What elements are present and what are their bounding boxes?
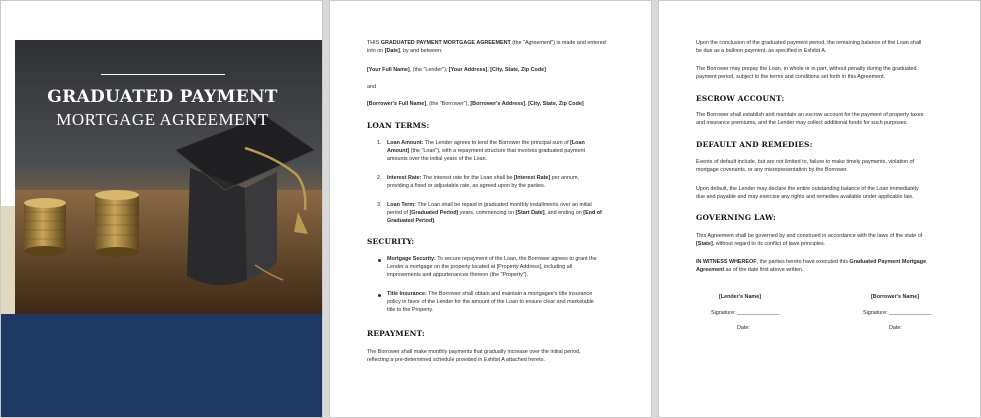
escrow-heading: ESCROW ACCOUNT: bbox=[696, 94, 785, 103]
bullet-icon bbox=[378, 294, 381, 297]
cover-title-rule bbox=[101, 74, 225, 75]
cover-beige-band bbox=[1, 206, 15, 314]
loan-term-line-2: period of [Graduated Period] years, commencing on [Start Date], and ending on [End of bbox=[387, 210, 602, 216]
intro-line-2: into on [Date], by and between: bbox=[367, 48, 443, 54]
cover-page bbox=[0, 0, 323, 418]
document-page-3 bbox=[658, 0, 981, 418]
interest-rate-line-2: providing a fixed or adjustable rate, as agreed upon by the parties. bbox=[387, 183, 546, 189]
governing-law-heading: GOVERNING LAW: bbox=[696, 213, 776, 222]
loan-term-number-2: 2. bbox=[377, 175, 382, 181]
cover-title-line1: GRADUATED PAYMENT bbox=[47, 87, 278, 107]
prepay-line-2: payment period, subject to the terms and conditions set forth in this Agreement. bbox=[696, 74, 886, 80]
cover-title-line2: MORTGAGE AGREEMENT bbox=[56, 110, 269, 129]
borrower-party-line: [Borrower's Full Name], (the "Borrower"), [Borrower's Address], [City, State, Zip Code] bbox=[367, 101, 584, 107]
loan-amount-line-2: Amount] (the "Loan"), with a repayment structure that involves graduated payment bbox=[387, 148, 585, 154]
borrower-date-label: Date: bbox=[889, 325, 902, 331]
title-insurance-line-3: title to the Property. bbox=[387, 307, 434, 313]
default-p1-line-1: Events of default include, but are not limited to, failure to make timely payments, violation of bbox=[696, 159, 915, 165]
lender-party-line: [Your Full Name], (the "Lender"), [Your Address], [City, State, Zip Code] bbox=[367, 67, 546, 73]
bullet-icon bbox=[378, 259, 381, 262]
mortgage-security-line-2: Lender a mortgage on the property located at [Property Address], including all bbox=[387, 264, 573, 270]
lender-signature-line[interactable]: Signature: ______________ bbox=[711, 310, 780, 316]
mortgage-security-line-3: improvements and appurtenances thereon (the "Property"). bbox=[387, 272, 529, 278]
default-heading: DEFAULT AND REMEDIES: bbox=[696, 140, 813, 149]
lender-date-label: Date: bbox=[737, 325, 750, 331]
borrower-name-label: [Borrower's Name] bbox=[871, 294, 920, 300]
repayment-line-2: reflecting a pre-determined schedule provided in Exhibit A attached hereto. bbox=[367, 357, 546, 363]
default-p2-line-1: Upon default, the Lender may declare the entire outstanding balance of the Loan immediately bbox=[696, 186, 919, 192]
document-page-2 bbox=[329, 0, 652, 418]
loan-term-line-1: Loan Term: The Loan shall be repaid in graduated monthly installments over an initial bbox=[387, 202, 592, 208]
repayment-line-1: The Borrower shall make monthly payments that gradually increase over the initial period, bbox=[367, 349, 581, 355]
loan-term-number-3: 3. bbox=[377, 202, 382, 208]
escrow-line-2: and insurance premiums, and the Lender may collect additional funds for such purposes. bbox=[696, 120, 908, 126]
loan-term-number-1: 1. bbox=[377, 140, 382, 146]
balloon-line-2: be due as a balloon payment, as specified in Exhibit A. bbox=[696, 48, 827, 54]
borrower-signature-line[interactable]: Signature: ______________ bbox=[863, 310, 932, 316]
governing-line-2: [State], without regard to its conflict of laws principles. bbox=[696, 241, 826, 247]
repayment-heading: REPAYMENT: bbox=[367, 329, 425, 338]
title-insurance-line-1: Title Insurance: The Borrower shall obtain and maintain a mortgagee's title insurance bbox=[387, 291, 593, 297]
cover-photo bbox=[15, 40, 323, 314]
escrow-line-1: The Borrower shall establish and maintain an escrow account for the payment of property taxes bbox=[696, 112, 924, 118]
witness-line-1: IN WITNESS WHEREOF, the parties hereto have executed this Graduated Payment Mortgage bbox=[696, 259, 927, 265]
title-insurance-line-2: policy in favor of the Lender for the amount of the Loan to ensure clear and marketable bbox=[387, 299, 594, 305]
lender-name-label: [Lender's Name] bbox=[719, 294, 762, 300]
default-p1-line-2: mortgage covenants, or any misrepresentation by the Borrower. bbox=[696, 167, 848, 173]
governing-line-1: This Agreement shall be governed by and construed in accordance with the laws of the state of bbox=[696, 233, 923, 239]
loan-terms-heading: LOAN TERMS: bbox=[367, 121, 430, 130]
default-p2-line-2: due and payable and may exercise any rights and remedies available under applicable law. bbox=[696, 194, 914, 200]
graduation-cap-coins-image bbox=[15, 40, 323, 314]
security-heading: SECURITY: bbox=[367, 237, 415, 246]
and-text: and bbox=[367, 84, 376, 90]
loan-term-line-3: Graduated Period]. bbox=[387, 218, 436, 224]
balloon-line-1: Upon the conclusion of the graduated payment period, the remaining balance of the Loan shall bbox=[696, 40, 922, 46]
intro-line-1: THIS GRADUATED PAYMENT MORTGAGE AGREEMENT (the "Agreement") is made and entered bbox=[367, 40, 606, 46]
mortgage-security-line-1: Mortgage Security: To secure repayment of the Loan, the Borrower agrees to grant the bbox=[387, 256, 597, 262]
cover-navy-footer bbox=[1, 314, 323, 418]
loan-amount-line-3: amounts over the initial years of the Loan. bbox=[387, 156, 488, 162]
interest-rate-line-1: Interest Rate: The interest rate for the Loan shall be [Interest Rate] per annum, bbox=[387, 175, 579, 181]
prepay-line-1: The Borrower may prepay the Loan, in whole or in part, without penalty during the graduated bbox=[696, 66, 917, 72]
witness-line-2: Agreement as of the date first above written. bbox=[696, 267, 804, 273]
loan-amount-line-1: Loan Amount: The Lender agrees to lend the Borrower the principal sum of [Loan bbox=[387, 140, 585, 146]
